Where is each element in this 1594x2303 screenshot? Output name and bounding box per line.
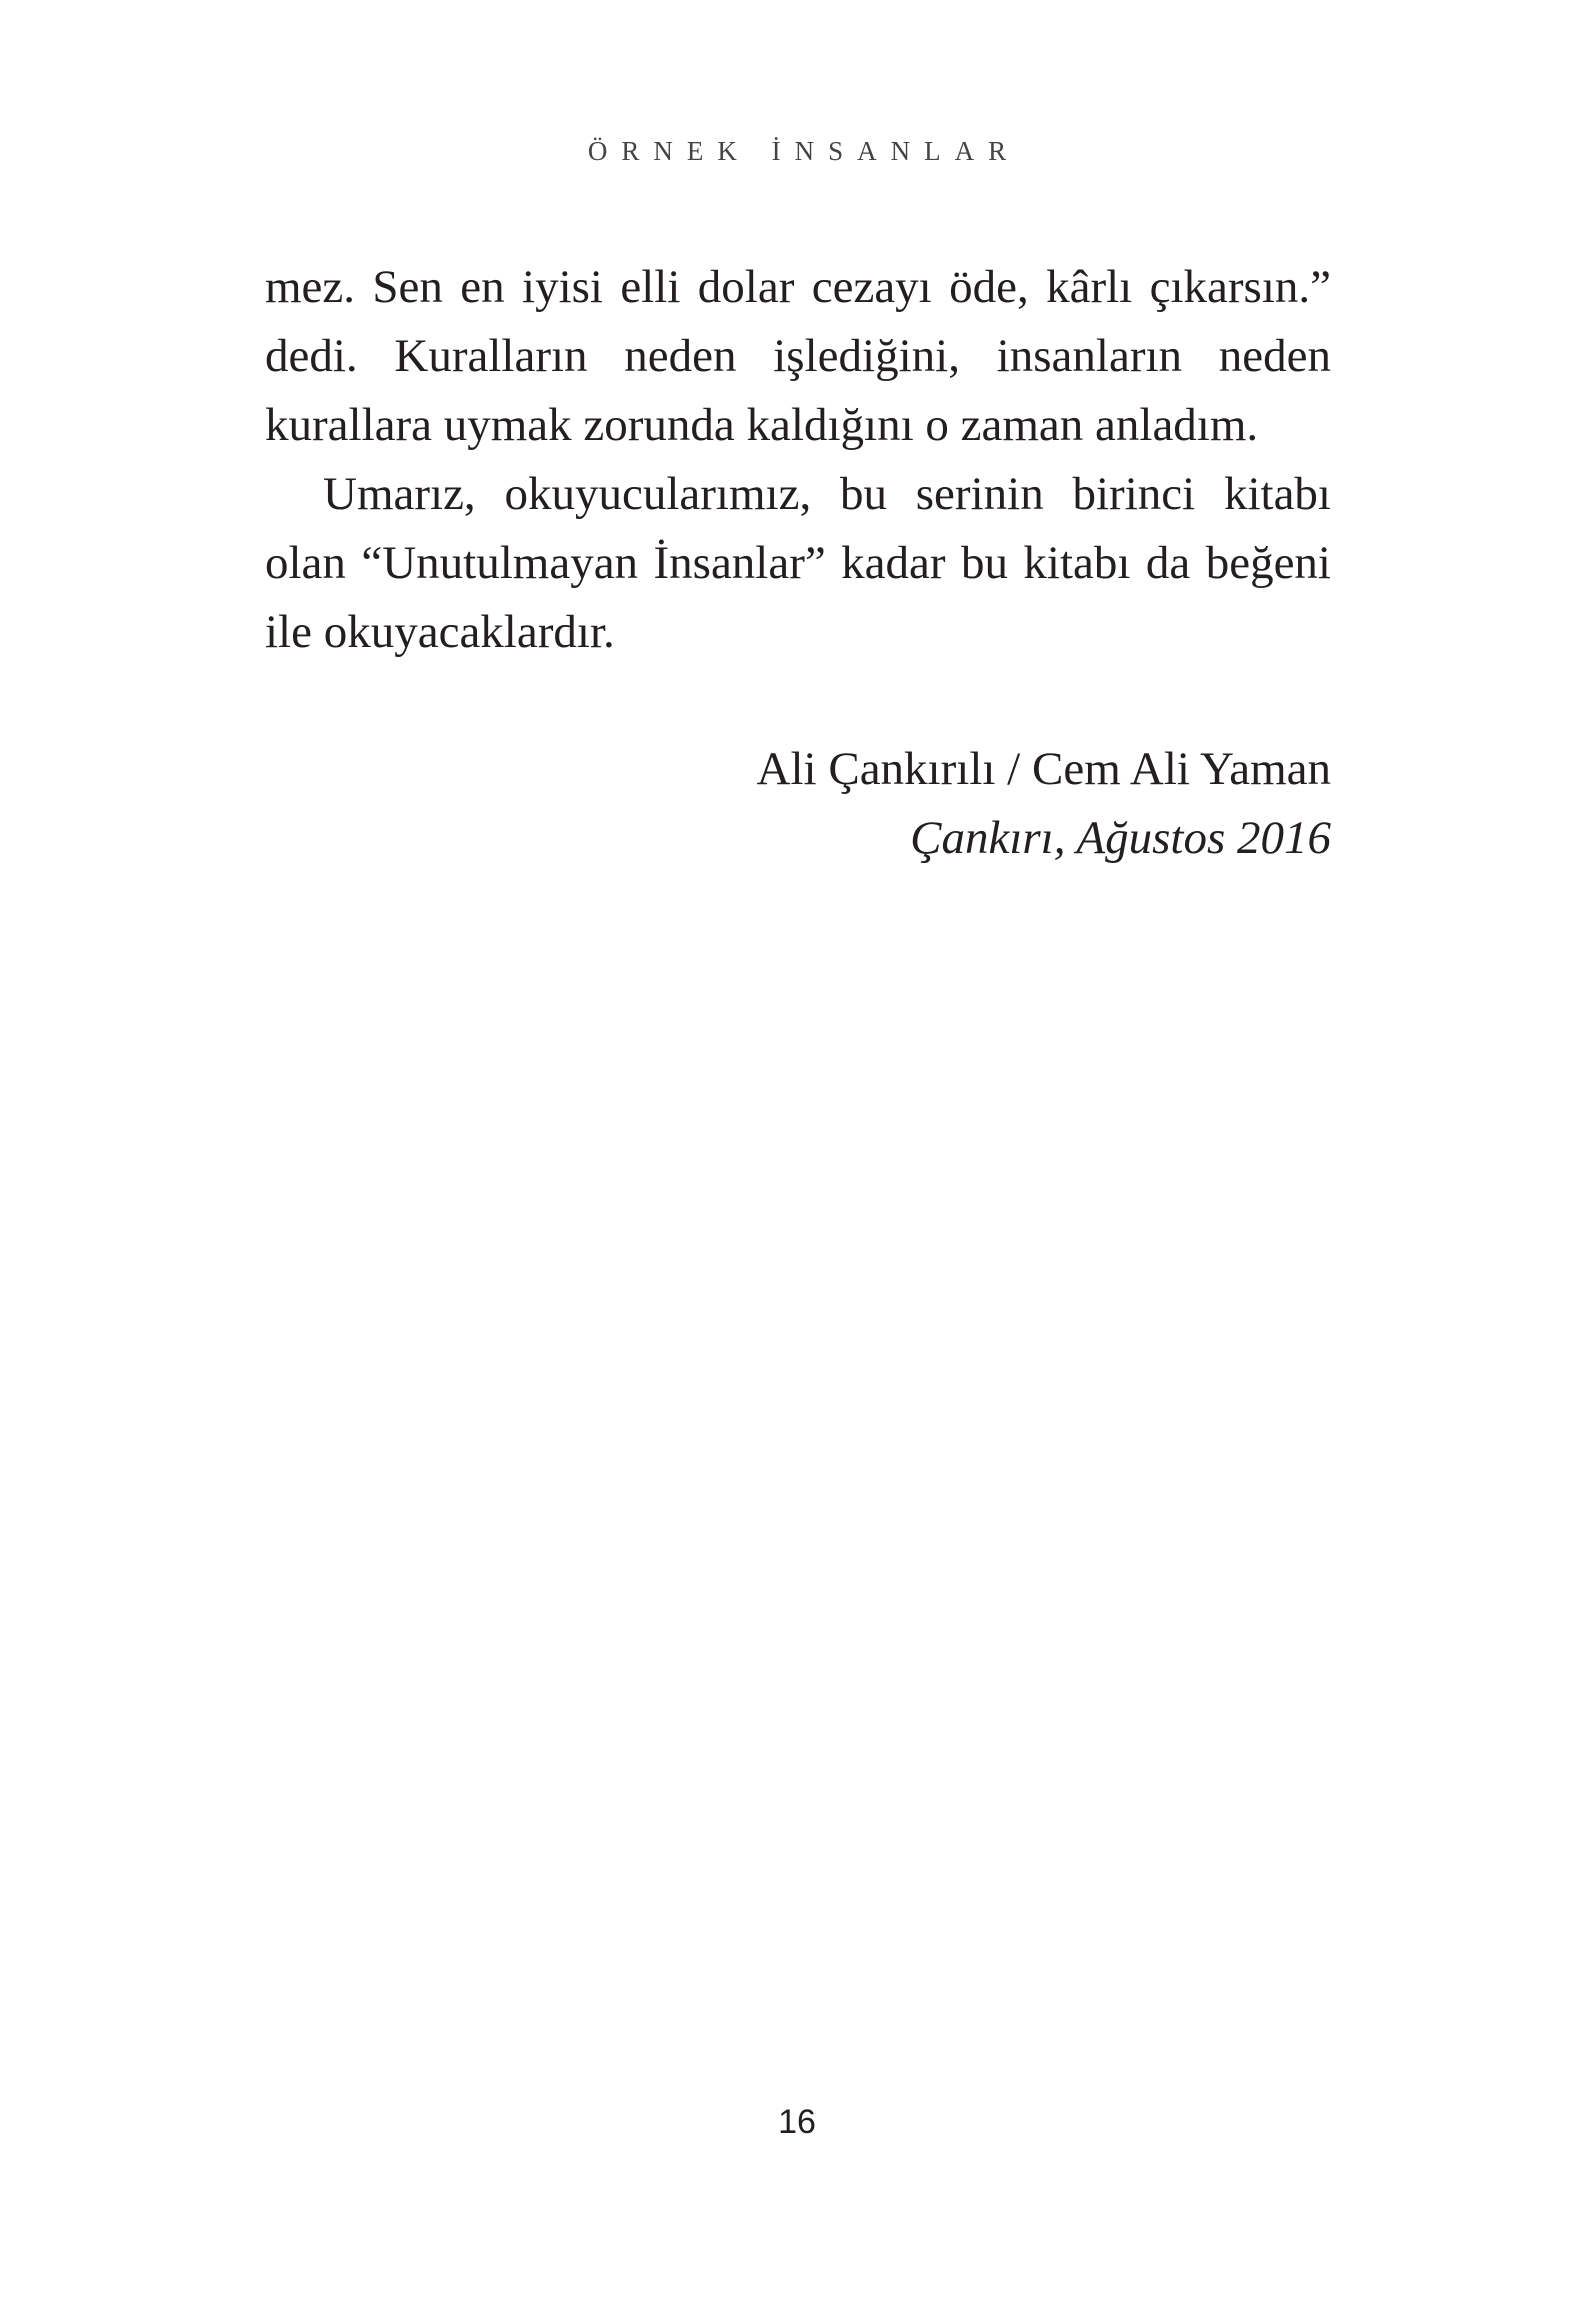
paragraph-continuation: mez. Sen en iyisi elli dolar cezayı öde, kârlı çıkarsın.” dedi. Kuralların neden işlediğini, insanların neden kurallara uymak zorunda kaldığını o zaman anladım. — [265, 261, 1331, 451]
signature-block — [265, 735, 1331, 873]
page-number: 16 — [778, 2103, 816, 2141]
signature-place-date: Çankırı, Ağustos 2016 — [910, 812, 1331, 864]
paragraph-closing: Umarız, okuyucularımız, bu serinin birinci kitabı olan “Unutulmayan İnsanlar” kadar bu kitabı da beğeni ile okuyacaklardır. — [265, 468, 1331, 658]
signature-authors: Ali Çankırılı / Cem Ali Yaman — [756, 743, 1331, 795]
body-text — [265, 253, 1331, 667]
running-head: ÖRNEK İNSANLAR — [587, 136, 1021, 166]
